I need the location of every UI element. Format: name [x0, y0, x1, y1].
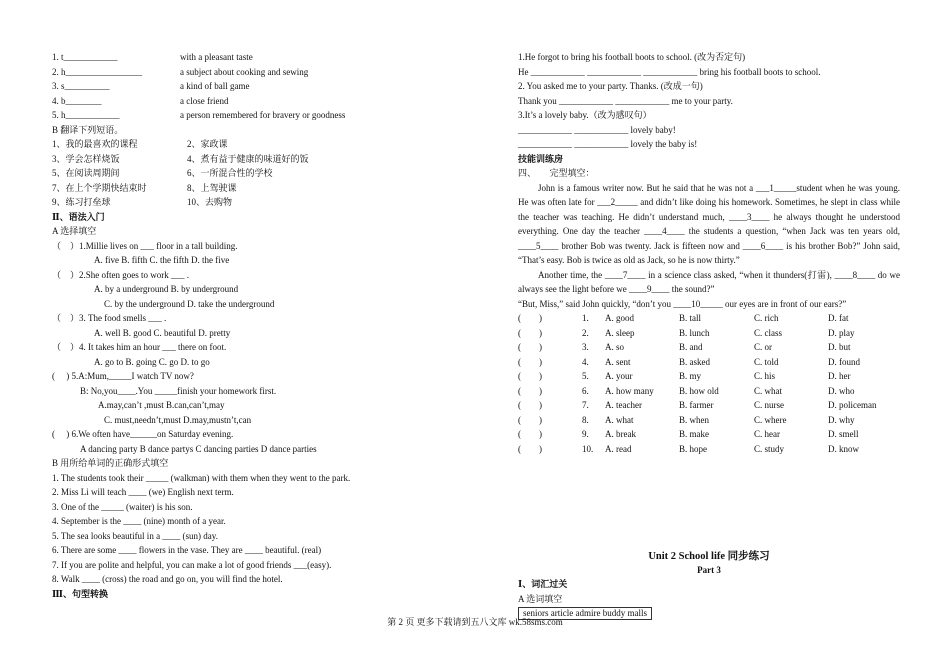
option-p: ( ): [518, 400, 542, 410]
option-c: C. where: [754, 414, 787, 425]
option-d: D. policeman: [828, 400, 877, 410]
option-d: D. found: [828, 356, 860, 367]
option-b: B. make: [679, 429, 709, 439]
option-n: 5.: [582, 371, 589, 381]
fill-item: 2. Miss Li will teach ____ (we) English next term.: [52, 487, 234, 497]
left-column: [52, 50, 457, 601]
section-b-title: B 翻译下列短语。: [52, 124, 124, 135]
vocab-item: 5. h____________ a person remembered for bravery or goodness: [52, 110, 346, 120]
option-n: 6.: [582, 385, 589, 396]
option-n: 7.: [582, 400, 589, 410]
option-d: D. but: [828, 342, 851, 352]
transform-line: He ____________ ____________ ____________ bring his football boots to school.: [518, 66, 821, 77]
option-n: 1.: [582, 313, 589, 323]
cloze-passage-p1: John is a famous writer now. But he said that he was not a ___1_____student when he was young. He was often late for ___2_____ and didn’t like doing his homework. Sometimes, he slept in class while the teacher was teaching. He didn’t understand much, ____3____ he always thought he understood everything. One day the teacher ____4____ the students a question, “when Jack was ten years old, ____5____ brother Bob was twenty. Jack is fifteen now and ____6____ is his brother Bob?” John said, “That’s easy. Bob is twice as old as Jack, so he is now thirty.”: [518, 182, 900, 265]
transform-line: 3.It’s a lovely baby.（改为感叹句）: [518, 110, 652, 120]
option-a: A. sent: [605, 356, 631, 367]
fill-item: 5. The sea looks beautiful in a ____ (sun) day.: [52, 530, 218, 541]
grammar-item: A. go to B. going C. go D. to go: [94, 356, 210, 367]
fill-item: 7. If you are polite and helpful, you can make a lot of good friends ___(easy).: [52, 559, 332, 570]
skill-title: 技能训练房: [518, 153, 564, 164]
grammar-b-title: B 用所给单词的正确形式填空: [52, 458, 169, 468]
option-row: [518, 384, 900, 399]
transform-line: ____________ ____________ lovely the baby is!: [518, 139, 698, 149]
grammar-item: A. well B. good C. beautiful D. pretty: [94, 327, 231, 338]
unit-title: Unit 2 School life 同步练习: [648, 551, 770, 562]
option-c: C. or: [754, 342, 772, 352]
option-b: B. my: [679, 371, 702, 381]
option-a: A. what: [605, 414, 634, 425]
option-n: 9.: [582, 429, 589, 439]
transform-line: ____________ ____________ lovely baby!: [518, 124, 676, 135]
grammar-item: A. by a underground B. by underground: [94, 284, 239, 294]
option-b: B. and: [679, 342, 703, 352]
vocab-item: 3. s__________ a kind of ball game: [52, 81, 250, 91]
transform-line: 1.He forgot to bring his football boots to school. (改为否定句): [518, 52, 746, 62]
option-d: D. who: [828, 385, 855, 396]
grammar-item: （ ）1.Millie lives on ___ floor in a tall building.: [52, 240, 238, 251]
cloze-options: [518, 311, 900, 456]
option-d: D. her: [828, 371, 851, 381]
transform-line: Thank you ____________ ____________ me to your party.: [518, 95, 733, 106]
option-p: ( ): [518, 327, 542, 338]
option-p: ( ): [518, 414, 542, 425]
option-row: [518, 311, 900, 326]
grammar-item: ( ) 6.We often have______on Saturday evening.: [52, 429, 234, 439]
option-row: [518, 369, 900, 384]
option-p: ( ): [518, 342, 542, 352]
option-b: B. how old: [679, 385, 719, 396]
grammar-item: （ ）4. It takes him an hour ___ there on foot.: [52, 342, 227, 352]
grammar-items: [52, 239, 457, 457]
option-p: ( ): [518, 385, 542, 396]
option-d: D. why: [828, 414, 855, 425]
option-row: [518, 326, 900, 341]
option-b: B. asked: [679, 356, 710, 367]
option-row: [518, 398, 900, 413]
grammar-a-title: A 选择填空: [52, 226, 97, 236]
option-b: B. tall: [679, 313, 701, 323]
grammar-item: A dancing party B dance partys C dancing parties D dance parties: [80, 443, 317, 454]
option-row: [518, 413, 900, 428]
option-n: 4.: [582, 356, 589, 367]
fill-item: 6. There are some ____ flowers in the vase. They are ____ beautiful. (real): [52, 545, 322, 555]
option-d: D. fat: [828, 313, 849, 323]
vocab-list: [52, 50, 457, 123]
option-c: C. class: [754, 327, 782, 338]
grammar-item: C. must,needn’t,must D.may,mustn’t,can: [104, 414, 252, 425]
cloze-passage-p3: “But, Miss,” said John quickly, “don’t you ____10_____ our eyes are in front of our ears?”: [518, 298, 847, 309]
grammar-item: （ ）2.She often goes to work ___ .: [52, 269, 189, 280]
option-row: [518, 355, 900, 370]
cloze-heading: 四、 完型填空：: [518, 168, 595, 178]
option-a: A. break: [605, 429, 636, 439]
transform-line: 2. You asked me to your party. Thanks. (改成一句): [518, 81, 703, 91]
option-n: 3.: [582, 342, 589, 352]
phrase-row: 7、在上个学期快结束时 8、上驾驶课: [52, 182, 237, 193]
vocab-a-title: A 选词填空: [518, 593, 563, 604]
option-row: [518, 427, 900, 442]
fill-item: 1. The students took their _____ (walkman) with them when they went to the park.: [52, 472, 351, 483]
option-a: A. teacher: [605, 400, 642, 410]
right-column: [518, 50, 900, 621]
option-a: A. how many: [605, 385, 654, 396]
phrase-row: 1、我的最喜欢的课程 2、家政课: [52, 139, 228, 149]
option-c: C. study: [754, 443, 785, 454]
transform-items: [518, 50, 900, 152]
part-label: Part 3: [697, 565, 721, 575]
option-b: B. lunch: [679, 327, 710, 338]
option-row: [518, 340, 900, 355]
option-a: A. so: [605, 342, 625, 352]
word-box: seniors article admire buddy malls: [518, 607, 652, 620]
phrase-row: 9、练习打垒球 10、去购物: [52, 197, 233, 207]
option-b: B. hope: [679, 443, 707, 454]
option-p: ( ): [518, 313, 542, 323]
option-d: D. know: [828, 443, 859, 454]
fill-items: [52, 471, 457, 587]
option-a: A. read: [605, 443, 632, 454]
phrase-row: 3、学会怎样烧饭 4、煮有益于健康的味道好的饭: [52, 153, 309, 164]
vocab-item: 1. t____________ with a pleasant taste: [52, 52, 253, 62]
phrase-list: [52, 137, 457, 210]
option-n: 10.: [582, 443, 594, 454]
option-d: D. smell: [828, 429, 859, 439]
option-b: B. when: [679, 414, 709, 425]
option-c: C. hear: [754, 429, 780, 439]
option-p: ( ): [518, 429, 542, 439]
fill-item: 8. Walk ____ (cross) the road and go on, you will find the hotel.: [52, 574, 283, 584]
grammar-title: Ⅱ、语法入门: [52, 211, 105, 222]
option-c: C. nurse: [754, 400, 784, 410]
transform-title: Ⅲ、句型转换: [52, 588, 108, 599]
option-c: C. rich: [754, 313, 779, 323]
fill-item: 4. September is the ____ (nine) month of a year.: [52, 516, 226, 526]
option-p: ( ): [518, 356, 542, 367]
vocab-item: 2. h_________________ a subject about cooking and sewing: [52, 66, 309, 77]
fill-item: 3. One of the _____ (waiter) is his son.: [52, 501, 193, 512]
option-b: B. farmer: [679, 400, 714, 410]
grammar-item: ( ) 5.A:Mum,_____I watch TV now?: [52, 371, 194, 381]
option-c: C. told: [754, 356, 779, 367]
grammar-item: A.may,can’t ,must B.can,can’t,may: [98, 400, 225, 410]
option-n: 8.: [582, 414, 589, 425]
grammar-item: C. by the underground D. take the underground: [104, 298, 275, 309]
option-a: A. sleep: [605, 327, 635, 338]
option-row: [518, 442, 900, 457]
phrase-row: 5、在阅读周期间 6、一所混合性的学校: [52, 168, 273, 178]
option-c: C. what: [754, 385, 782, 396]
grammar-item: A. five B. fifth C. the fifth D. the five: [94, 255, 230, 265]
option-a: A. your: [605, 371, 633, 381]
cloze-passage-p2: Another time, the ____7____ in a science class asked, “when it thunders(打雷), ____8____ do we always see the light before we ____9____ the sound?”: [518, 269, 900, 294]
option-p: ( ): [518, 443, 542, 454]
grammar-item: （ ）3. The food smells ___ .: [52, 313, 167, 323]
option-d: D. play: [828, 327, 855, 338]
page-footer: 第 2 页 更多下载请到五八文库 wk.58sms.com: [387, 617, 563, 627]
grammar-item: B: No,you____.You _____finish your homework first.: [80, 385, 277, 396]
option-n: 2.: [582, 327, 589, 338]
vocab-item: 4. b________ a close friend: [52, 95, 229, 106]
option-c: C. his: [754, 371, 776, 381]
option-a: A. good: [605, 313, 634, 323]
option-p: ( ): [518, 371, 542, 381]
vocab-title: Ⅰ、词汇过关: [518, 579, 568, 589]
